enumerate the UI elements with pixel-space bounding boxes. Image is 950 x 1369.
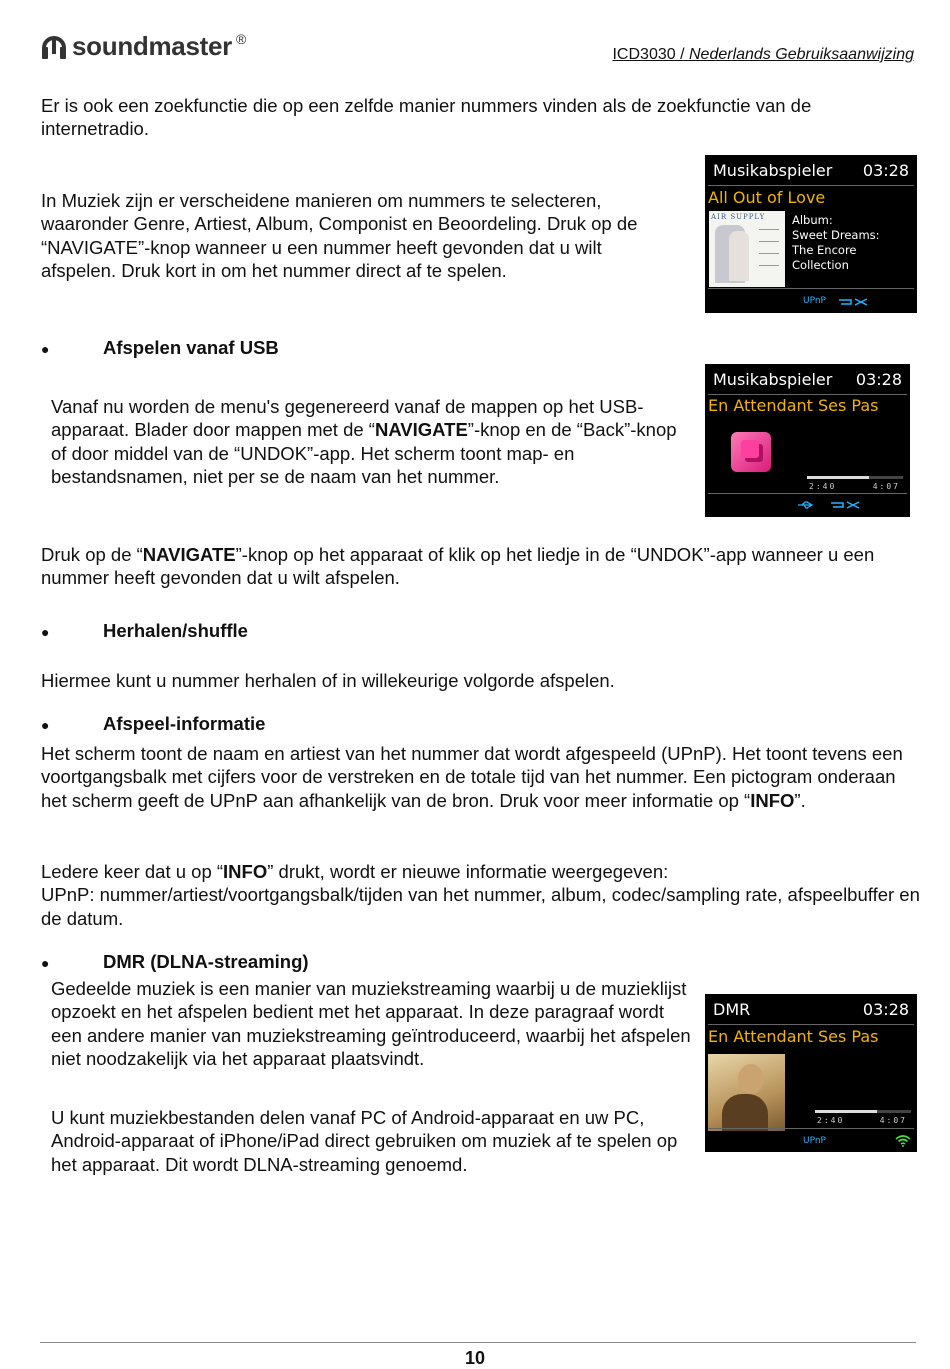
album-cover — [709, 211, 785, 287]
screen-song-title: All Out of Love — [708, 188, 826, 207]
text-run: ”. — [794, 789, 806, 811]
paragraph-usb — [51, 395, 681, 489]
brand-name: soundmaster — [72, 31, 232, 61]
paragraph-dlna: U kunt muziekbestanden delen vanaf PC of Android-apparaat en uw PC, Android-apparaat of iPhone/iPad direct gebruiken om muziek af te spelen op het apparaat. Dit wordt DLNA-streaming genoemd. — [51, 1107, 678, 1175]
progress-bar — [807, 476, 903, 479]
registered-mark: ® — [235, 30, 247, 47]
text-run: Het scherm toont de naam en artiest van het nummer dat wordt afgespeeld (UPnP). Het toont tevens een voortgangsbalk met cijfers voor de verstreken en de totale tijd van het nummer. Een pictogram onderaan het scherm geeft de UPnP aan afhankelijk van de bron. Druk voor meer informatie op “ — [41, 743, 903, 811]
paragraph-info-press — [41, 860, 921, 930]
text-run: ”-knop op het apparaat of klik op het liedje in de “UNDOK”-app wanneer u een nummer heeft gevonden dat u wilt afspelen. — [41, 544, 875, 589]
screen-time: 03:28 — [855, 370, 902, 389]
text-run: ”-knop en de “Back”-knop of door middel van de “UNDOK”-app. Het scherm toont map- en bestandsnamen, niet per se de naam van het nummer. — [51, 419, 677, 488]
elapsed-time: 2:40 — [809, 482, 837, 491]
footer-rule — [40, 1342, 916, 1343]
screen-dmr-player — [705, 994, 917, 1152]
soundmaster-logo-icon — [40, 32, 68, 62]
text-bold: INFO — [223, 861, 268, 882]
screen-time: 03:28 — [862, 161, 909, 180]
info-line: Collection — [792, 258, 849, 272]
page-number: 10 — [464, 1348, 486, 1368]
text-run: UPnP: nummer/artiest/voortgangsbalk/tijden van het nummer, album, codec/sampling rate, afspeelbuffer en de datum. — [41, 884, 920, 929]
text-run: Druk op de “ — [41, 544, 143, 565]
total-time: 4:07 — [872, 482, 900, 491]
upnp-label: UPnP — [803, 296, 826, 306]
paragraph-music-selection: In Muziek zijn er verscheidene manieren om nummers te selecteren, waaronder Genre, Artiest, Album, Componist en Beoordeling. Druk op de “NAVIGATE”-knop wanneer u een nummer heeft gevonden dat u wilt afspelen. Druk kort in om het nummer direct af te spelen. — [41, 190, 638, 282]
repeat-shuffle-icon — [837, 297, 871, 307]
upnp-label: UPnP — [803, 1136, 826, 1146]
model-number: ICD3030 / — [612, 46, 685, 63]
heading-text: Afspeel-informatie — [103, 713, 266, 734]
elapsed-time: 2:40 — [817, 1116, 845, 1125]
bullet-dot: ● — [41, 624, 50, 640]
heading-text: DMR (DLNA-streaming) — [103, 951, 309, 972]
manual-title: Nederlands Gebruiksaanwijzing — [688, 46, 914, 63]
album-cover — [708, 1054, 785, 1131]
text-bold: NAVIGATE — [374, 419, 468, 441]
screen-time: 03:28 — [862, 1000, 909, 1019]
screen-title: Musikabspieler — [713, 161, 833, 180]
heading-text: Herhalen/shuffle — [103, 620, 248, 641]
music-player-icon — [731, 432, 771, 472]
paragraph-playback-info — [41, 742, 921, 812]
text-bold: NAVIGATE — [142, 544, 236, 565]
paragraph-play-song — [41, 543, 921, 590]
progress-bar — [815, 1110, 911, 1113]
album-cover-text: AIR SUPPLY — [711, 213, 766, 221]
text-run: ” drukt, wordt er nieuwe informatie weergegeven: — [267, 861, 669, 882]
screen-song-title: En Attendant Ses Pas — [708, 1027, 879, 1046]
document-reference — [612, 46, 914, 64]
heading-usb — [41, 337, 279, 359]
paragraph-dmr-intro: Gedeelde muziek is een manier van muziekstreaming waarbij u de muzieklijst opzoekt en het afspelen bedient met het apparaat. In deze paragraaf wordt een andere manier van muziekstreaming geïntroduceerd, waarbij het afspelen niet noodzakelijk via het apparaat plaatsvindt. — [51, 978, 691, 1070]
info-line: Sweet Dreams: — [792, 228, 880, 242]
album-info — [792, 213, 880, 273]
screen-song-title: En Attendant Ses Pas — [708, 396, 879, 415]
text-run: Ledere keer dat u op “ — [41, 861, 224, 882]
screen-title: DMR — [713, 1000, 751, 1019]
paragraph-search: Er is ook een zoekfunctie die op een zelfde manier nummers vinden als de zoekfunctie van de internetradio. — [41, 95, 812, 140]
wifi-icon — [895, 1134, 911, 1147]
screen-divider — [708, 1024, 914, 1025]
text-bold: INFO — [750, 789, 795, 811]
screen-divider — [708, 288, 914, 289]
screen-divider — [708, 185, 914, 186]
screen-title: Musikabspieler — [713, 370, 833, 389]
heading-repeat-shuffle — [41, 620, 248, 642]
bullet-dot: ● — [41, 955, 50, 971]
repeat-shuffle-icon — [829, 500, 863, 510]
progress-fill — [807, 476, 869, 479]
bullet-dot: ● — [41, 717, 50, 733]
heading-playback-info — [41, 713, 265, 735]
screen-usb-player — [705, 364, 910, 517]
screen-upnp-player — [705, 155, 917, 313]
screen-divider — [708, 394, 907, 395]
total-time: 4:07 — [879, 1116, 907, 1125]
screen-divider — [708, 493, 907, 494]
progress-fill — [815, 1110, 877, 1113]
heading-dmr — [41, 951, 309, 973]
paragraph-repeat: Hiermee kunt u nummer herhalen of in willekeurige volgorde afspelen. — [41, 670, 615, 691]
info-line: Album: — [792, 213, 833, 227]
brand-logo — [40, 31, 246, 62]
heading-text: Afspelen vanaf USB — [103, 337, 279, 358]
info-line: The Encore — [792, 243, 857, 257]
usb-icon — [797, 500, 813, 510]
screen-divider — [708, 1128, 914, 1129]
text-run: Vanaf nu worden de menu's gegenereerd vanaf de mappen op het USB-apparaat. Blader door mappen met de “ — [51, 396, 644, 441]
bullet-dot: ● — [41, 341, 50, 357]
